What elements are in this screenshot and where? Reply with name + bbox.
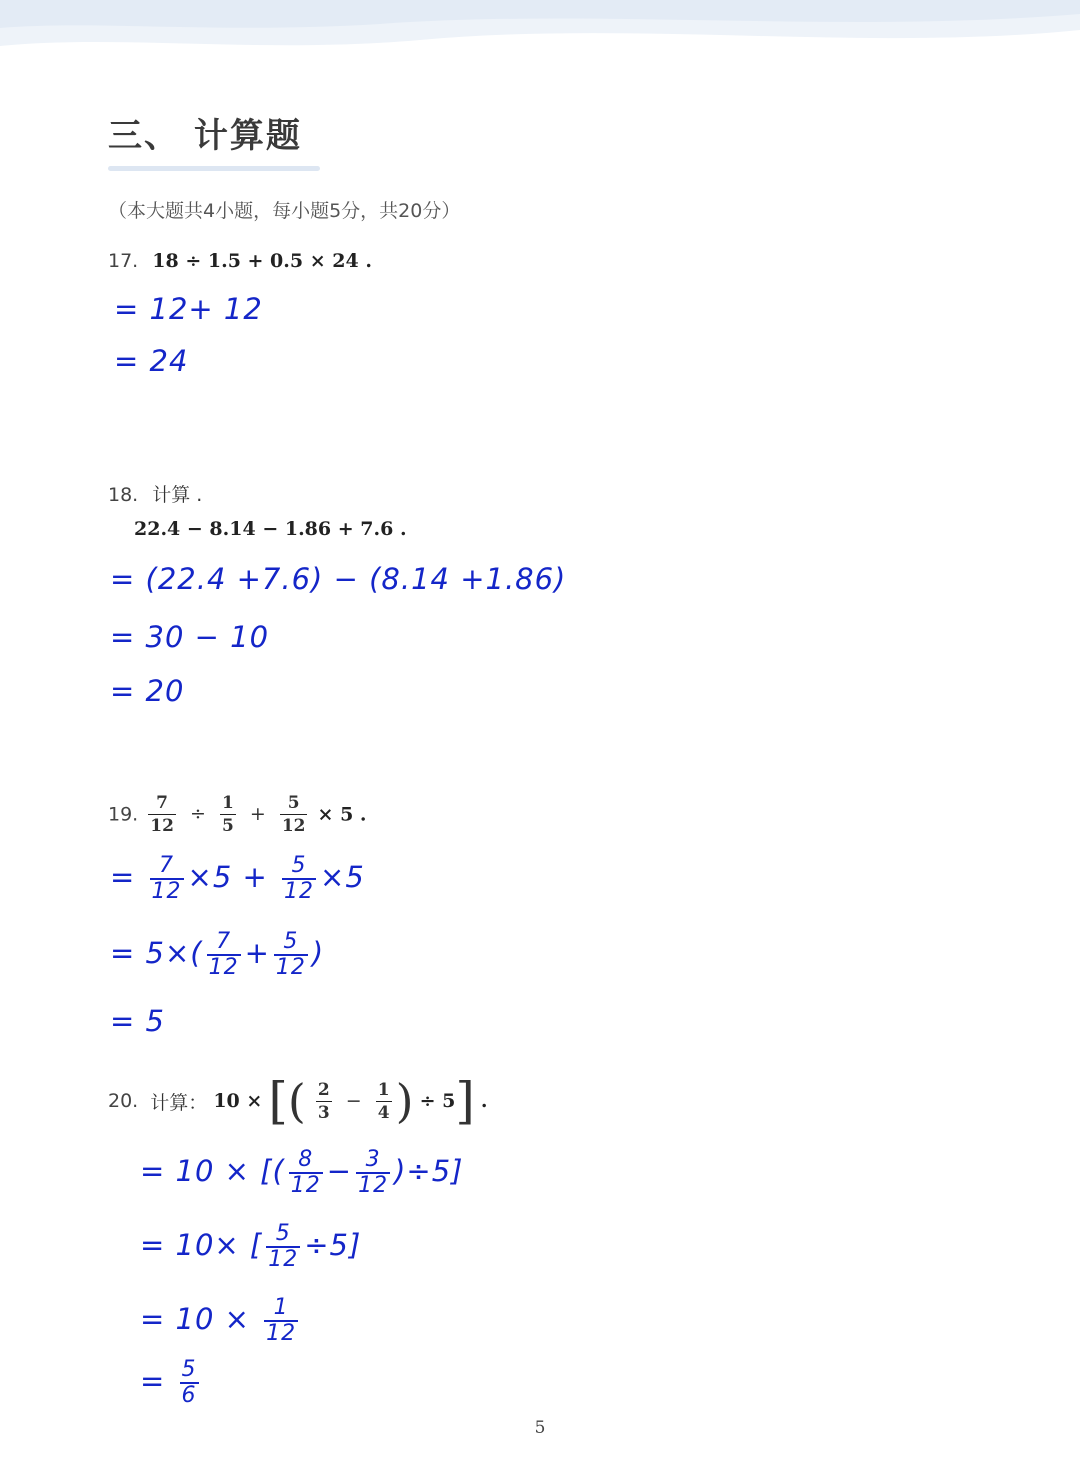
right-bracket: ] (455, 1072, 475, 1130)
expression-lead: 10 × (213, 1090, 263, 1112)
handwritten-answer-line: = $\frac{7}{12}$ ×5 + $\frac{5}{12}$ ×5 (110, 853, 365, 904)
handwritten-answer-line: = 20 (110, 674, 185, 708)
header-wave-decoration (0, 0, 1080, 60)
divide-sign: ÷ (189, 803, 206, 825)
question-19 (108, 792, 367, 837)
fraction: $\frac{1}{5}$ (221, 793, 234, 836)
right-paren: ) (395, 1074, 414, 1128)
fraction: $\frac{7}{12}$ (150, 793, 174, 836)
question-20 (108, 1072, 488, 1130)
question-18 (108, 480, 202, 507)
left-bracket: [ (268, 1072, 288, 1130)
question-17 (108, 250, 372, 272)
fraction: $\frac{5}{12}$ (281, 793, 306, 836)
expression-tail: × 5 . (317, 803, 367, 826)
left-paren: ( (287, 1074, 306, 1128)
section-title: 三、 计算题 (108, 116, 302, 156)
divide-by-five: ÷ 5 (419, 1090, 456, 1112)
question-label: 计算 . (152, 484, 203, 506)
question-expression: 22.4 − 8.14 − 1.86 + 7.6 . (134, 518, 407, 540)
handwritten-answer-line: = (22.4 +7.6) − (8.14 +1.86) (110, 562, 567, 596)
title-underline (108, 166, 320, 171)
question-expression: 18 ÷ 1.5 + 0.5 × 24 . (152, 250, 372, 272)
handwritten-answer-line: = 12+ 12 (114, 292, 263, 326)
handwritten-answer-line: = $\frac{5}{6}$ (140, 1357, 197, 1408)
question-label: 计算： (150, 1091, 208, 1114)
plus-sign: + (249, 803, 266, 825)
handwritten-answer-line: = 5 (110, 1004, 165, 1038)
expression-tail: . (480, 1090, 488, 1112)
question-number: 19. (108, 803, 139, 826)
handwritten-answer-line: = 24 (114, 344, 189, 378)
fraction: $\frac{2}{3}$ (317, 1079, 330, 1123)
handwritten-answer-line: = 10 × $\frac{1}{12}$ (140, 1295, 297, 1346)
fraction: $\frac{1}{4}$ (377, 1079, 390, 1123)
question-number: 18. (108, 484, 139, 506)
handwritten-answer-line: = 10× [ $\frac{5}{12}$ ÷5] (140, 1221, 362, 1272)
minus-sign: − (345, 1089, 362, 1112)
handwritten-answer-line: = 5×( $\frac{7}{12}$ + $\frac{5}{12}$ ) (110, 929, 325, 980)
page-number: 5 (534, 1418, 546, 1438)
section-note: （本大题共4小题，每小题5分，共20分） (108, 200, 461, 222)
handwritten-answer-line: = 10 × [( $\frac{8}{12}$ − $\frac{3}{12}$ )÷5] (140, 1147, 464, 1198)
question-number: 20. (108, 1090, 139, 1112)
handwritten-answer-line: = 30 − 10 (110, 620, 270, 654)
question-number: 17. (108, 250, 139, 272)
